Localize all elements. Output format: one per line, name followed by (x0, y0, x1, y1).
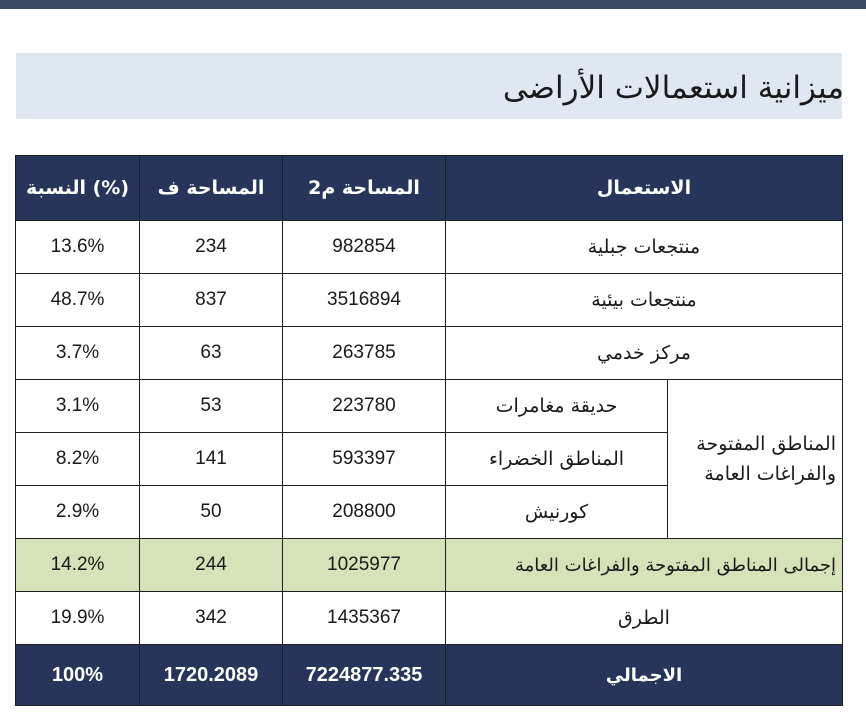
cell-sub-use: حديقة مغامرات (446, 380, 668, 433)
cell-percent: 2.9% (16, 486, 140, 539)
table-header-row (16, 156, 843, 221)
cell-area-feddan: 1720.2089 (140, 645, 283, 706)
table-row (16, 327, 843, 380)
cell-area-m2: 7224877.335 (283, 645, 446, 706)
cell-sub-use: المناطق الخضراء (446, 433, 668, 486)
cell-use: الطرق (446, 592, 843, 645)
cell-area-m2: 3516894 (283, 274, 446, 327)
cell-area-m2: 982854 (283, 221, 446, 274)
cell-area-feddan: 50 (140, 486, 283, 539)
cell-use: إجمالى المناطق المفتوحة والفراغات العامة (446, 539, 843, 592)
cell-use: مركز خدمي (446, 327, 843, 380)
cell-area-feddan: 141 (140, 433, 283, 486)
total-row (16, 645, 843, 706)
table-row (16, 592, 843, 645)
page-title: ميزانية استعمالات الأراضى (502, 70, 844, 106)
cell-use: منتجعات جبلية (446, 221, 843, 274)
top-bar (0, 0, 866, 9)
header-area-feddan: المساحة ف (140, 156, 283, 221)
subtotal-row (16, 539, 843, 592)
cell-area-feddan: 63 (140, 327, 283, 380)
cell-area-m2: 1025977 (283, 539, 446, 592)
cell-percent: 8.2% (16, 433, 140, 486)
land-use-budget-table (15, 155, 843, 706)
table-row (16, 274, 843, 327)
cell-percent: 100% (16, 645, 140, 706)
cell-group-open-spaces: المناطق المفتوحة والفراغات العامة (668, 380, 843, 539)
cell-area-feddan: 234 (140, 221, 283, 274)
header-use: الاستعمال (446, 156, 843, 221)
table-row (16, 221, 843, 274)
cell-percent: 48.7% (16, 274, 140, 327)
header-percent: النسبة (%) (16, 156, 140, 221)
cell-percent: 13.6% (16, 221, 140, 274)
cell-percent: 19.9% (16, 592, 140, 645)
cell-area-m2: 593397 (283, 433, 446, 486)
cell-area-m2: 223780 (283, 380, 446, 433)
cell-use: منتجعات بيئية (446, 274, 843, 327)
cell-percent: 14.2% (16, 539, 140, 592)
cell-area-feddan: 244 (140, 539, 283, 592)
cell-percent: 3.1% (16, 380, 140, 433)
cell-area-m2: 1435367 (283, 592, 446, 645)
table-row (16, 380, 843, 433)
cell-use: الاجمالي (446, 645, 843, 706)
cell-area-m2: 208800 (283, 486, 446, 539)
cell-percent: 3.7% (16, 327, 140, 380)
cell-sub-use: كورنيش (446, 486, 668, 539)
cell-area-feddan: 53 (140, 380, 283, 433)
cell-area-feddan: 342 (140, 592, 283, 645)
header-area-m2: المساحة م2 (283, 156, 446, 221)
cell-area-m2: 263785 (283, 327, 446, 380)
cell-area-feddan: 837 (140, 274, 283, 327)
